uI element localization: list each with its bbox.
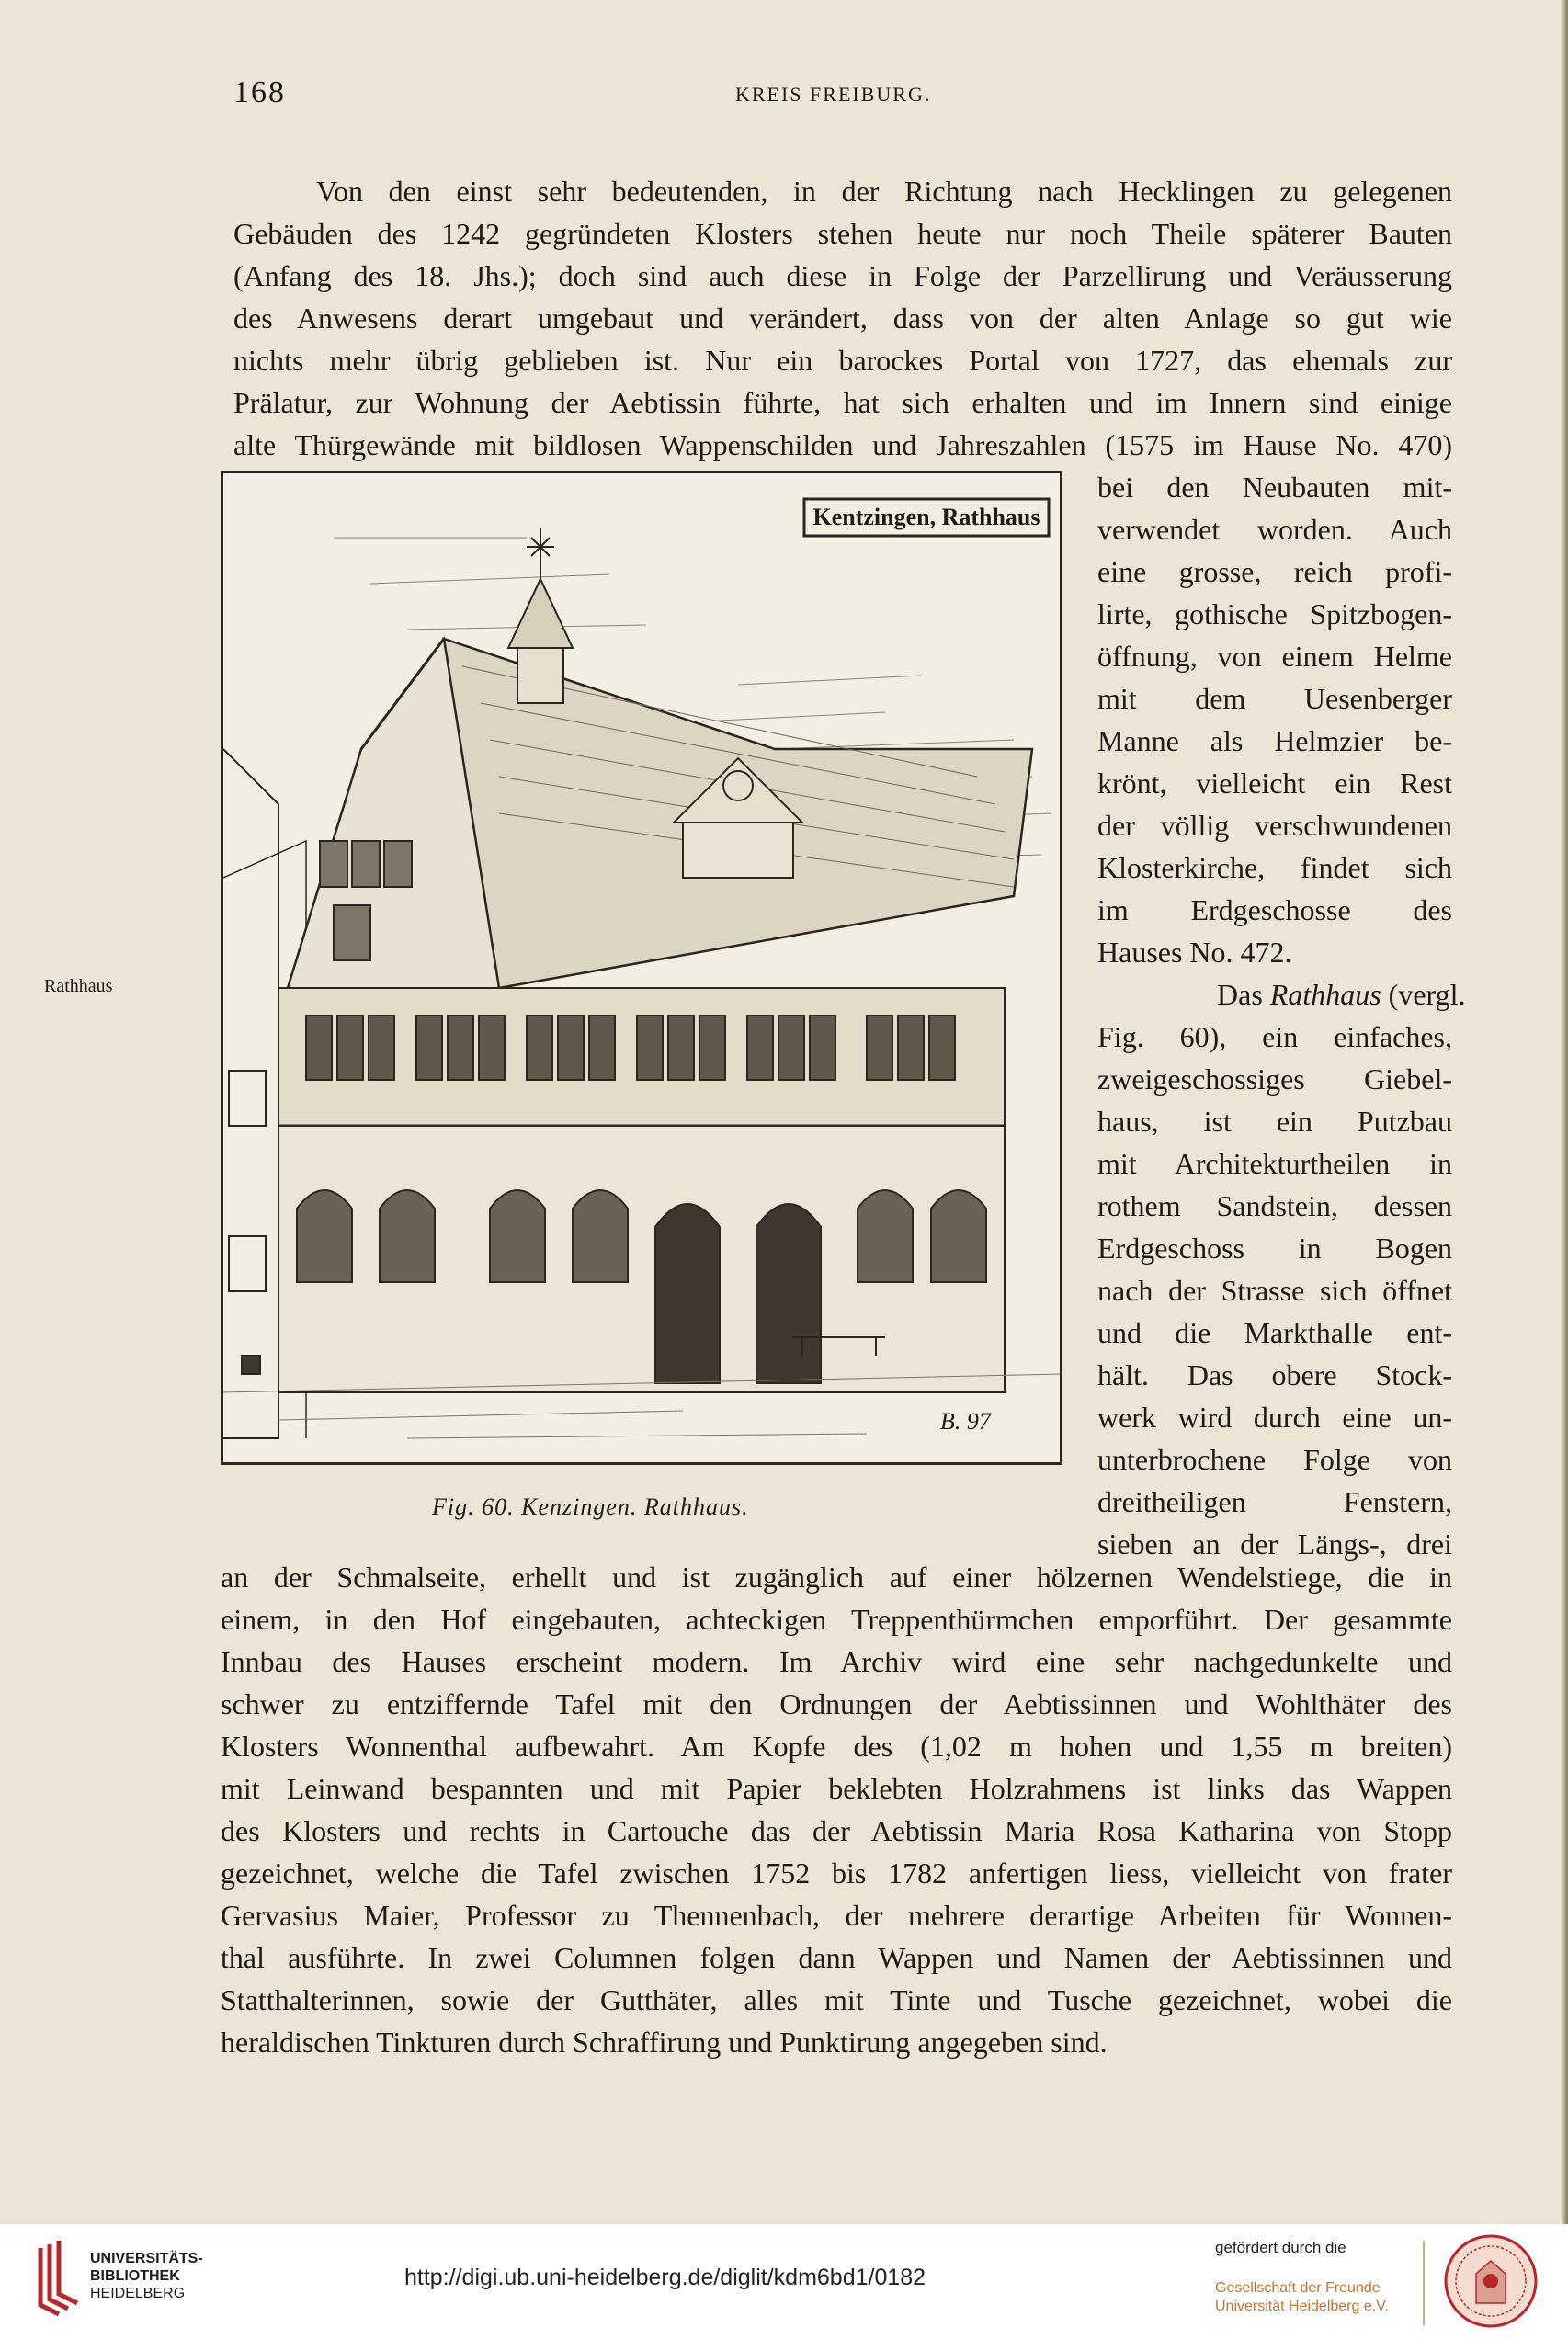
text-line: gezeichnet, welche die Tafel zwischen 1752 bis 1782 anfertigen liess, vielleicht von frater bbox=[221, 1856, 1452, 1890]
funded-by-label: gefördert durch die bbox=[1215, 2239, 1346, 2256]
figure-rathhaus-drawing bbox=[221, 471, 1062, 1465]
text-span: Das bbox=[1217, 978, 1270, 1011]
text-line: rothem Sandstein, dessen bbox=[1097, 1189, 1452, 1222]
artist-signature: B. 97 bbox=[940, 1408, 991, 1435]
text-line: lirte, gothische Spitzbogen- bbox=[1097, 597, 1452, 630]
text-line: der völlig verschwundenen bbox=[1097, 809, 1452, 842]
margin-note: Rathhaus bbox=[44, 976, 113, 996]
text-line: alte Thürgewände mit bildlosen Wappenschilden und Jahreszahlen (1575 im Hause No. 470) bbox=[233, 428, 1452, 461]
page-header bbox=[0, 75, 1568, 112]
society-name-line: Universität Heidelberg e.V. bbox=[1215, 2299, 1389, 2314]
text-line: krönt, vielleicht ein Rest bbox=[1097, 766, 1452, 800]
text-line: werk wird durch eine un- bbox=[1097, 1401, 1452, 1434]
text-line: (Anfang des 18. Jhs.); doch sind auch diese in Folge der Parzellirung und Veräusserung bbox=[233, 259, 1452, 292]
library-name-line: HEIDELBERG bbox=[90, 2286, 186, 2301]
text-line: nach der Strasse sich öffnet bbox=[1097, 1274, 1452, 1307]
text-line: Fig. 60), ein einfaches, bbox=[1097, 1020, 1452, 1053]
text-line: mit Architekturtheilen in bbox=[1097, 1147, 1452, 1180]
text-line: des Anwesens derart umgebaut und verändert, dass von der alten Anlage so gut wie bbox=[233, 301, 1452, 335]
university-seal-icon bbox=[1443, 2233, 1539, 2329]
text-line: mit dem Uesenberger bbox=[1097, 682, 1452, 715]
text-line: Klosters Wonnenthal aufbewahrt. Am Kopfe des (1,02 m hohen und 1,55 m breiten) bbox=[221, 1730, 1452, 1763]
permalink-url[interactable]: http://digi.ub.uni-heidelberg.de/diglit/kdm6bd1/0182 bbox=[404, 2265, 926, 2290]
text-line: verwendet worden. Auch bbox=[1097, 513, 1452, 546]
text-block-bottom bbox=[221, 1556, 1452, 2063]
text-line: nichts mehr übrig geblieben ist. Nur ein barockes Portal von 1727, das ehemals zur bbox=[233, 344, 1452, 377]
text-line: Gebäuden des 1242 gegründeten Klosters stehen heute nur noch Theile späterer Bauten bbox=[233, 217, 1452, 250]
text-line: thal ausführte. In zwei Columnen folgen dann Wappen und Namen der Aebtissinnen und bbox=[221, 1941, 1452, 1974]
page-number: 168 bbox=[233, 75, 286, 109]
text-line: zweigeschossiges Giebel- bbox=[1097, 1062, 1452, 1096]
society-name-line: Gesellschaft der Freunde bbox=[1215, 2280, 1381, 2296]
footer-divider bbox=[1423, 2241, 1425, 2325]
text-line: Klosterkirche, findet sich bbox=[1097, 851, 1452, 884]
running-title: KREIS FREIBURG. bbox=[735, 83, 932, 106]
text-line: unterbrochene Folge von bbox=[1097, 1443, 1452, 1476]
text-line: Prälatur, zur Wohnung der Aebtissin führte, hat sich erhalten und im Innern sind einige bbox=[233, 386, 1452, 419]
library-name-line: UNIVERSITÄTS- bbox=[90, 2251, 203, 2266]
text-block-beside-figure bbox=[1097, 466, 1466, 1565]
library-name bbox=[90, 2250, 203, 2302]
text-line: einem, in den Hof eingebauten, achteckigen Treppenthürmchen emporführt. Der gesammte bbox=[221, 1603, 1452, 1636]
text-line: öffnung, von einem Helme bbox=[1097, 640, 1452, 673]
text-line: des Klosters und rechts in Cartouche das der Aebtissin Maria Rosa Katharina von Stopp bbox=[221, 1814, 1452, 1847]
rathhaus-emphasis: Rathhaus bbox=[1269, 978, 1381, 1011]
text-block-top bbox=[233, 170, 1452, 466]
digitization-footer bbox=[0, 2224, 1568, 2339]
text-line: Statthalterinnen, sowie der Gutthäter, alles mit Tinte und Tusche gezeichnet, wobei die bbox=[221, 1983, 1452, 2016]
inscription-text: Kentzingen, Rathhaus bbox=[812, 504, 1040, 530]
rathhaus-line bbox=[1097, 973, 1466, 1016]
text-line: und die Markthalle ent- bbox=[1097, 1316, 1452, 1349]
text-line: im Erdgeschosse des bbox=[1097, 893, 1452, 926]
ub-heidelberg-logo-icon[interactable] bbox=[33, 2241, 85, 2320]
rathhaus-illustration bbox=[223, 473, 1060, 1462]
text-line: schwer zu entziffernde Tafel mit den Ordnungen der Aebtissinnen und Wohlthäter des bbox=[221, 1687, 1452, 1720]
text-line: heraldischen Tinkturen durch Schraffirung und Punktirung angegeben sind. bbox=[221, 2026, 1108, 2059]
text-line: Gervasius Maier, Professor zu Thennenbach, der mehrere derartige Arbeiten für Wonnen- bbox=[221, 1899, 1452, 1932]
text-line: mit Leinwand bespannten und mit Papier beklebten Holzrahmens ist links das Wappen bbox=[221, 1772, 1452, 1805]
text-line: Manne als Helmzier be- bbox=[1097, 724, 1452, 757]
text-line: Innbau des Hauses erscheint modern. Im Archiv wird eine sehr nachgedunkelte und bbox=[221, 1645, 1452, 1678]
text-line: sieben an der Längs-, drei bbox=[1097, 1527, 1452, 1561]
text-line: Von den einst sehr bedeutenden, in der Richtung nach Hecklingen zu gelegenen bbox=[316, 175, 1452, 208]
page-edge-shadow bbox=[1562, 0, 1568, 2224]
text-line: haus, ist ein Putzbau bbox=[1097, 1105, 1452, 1138]
text-line: an der Schmalseite, erhellt und ist zugänglich auf einer hölzernen Wendelstiege, die in bbox=[221, 1561, 1452, 1594]
text-line: eine grosse, reich profi- bbox=[1097, 555, 1452, 588]
text-span: (vergl. bbox=[1381, 978, 1466, 1011]
text-line: bei den Neubauten mit- bbox=[1097, 471, 1452, 504]
library-name-line: BIBLIOTHEK bbox=[90, 2268, 180, 2284]
text-line: hält. Das obere Stock- bbox=[1097, 1358, 1452, 1391]
figure-caption: Fig. 60. Kenzingen. Rathhaus. bbox=[432, 1493, 749, 1520]
text-line: dreitheiligen Fenstern, bbox=[1097, 1485, 1452, 1518]
text-line: Hauses No. 472. bbox=[1097, 936, 1292, 969]
society-name[interactable] bbox=[1215, 2279, 1389, 2316]
text-line: Erdgeschoss in Bogen bbox=[1097, 1232, 1452, 1265]
